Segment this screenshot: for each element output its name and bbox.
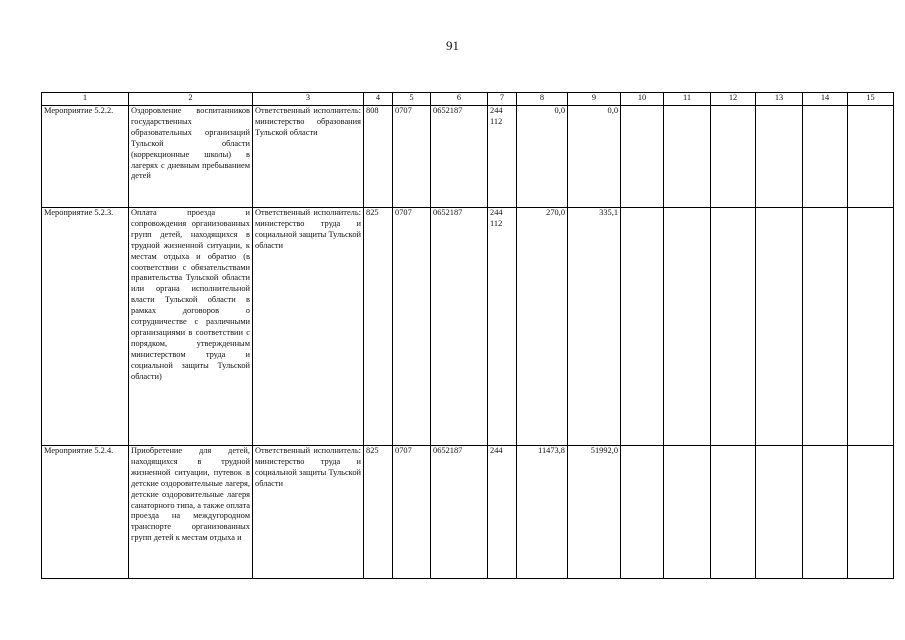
code-cell: 808: [364, 106, 393, 208]
value-cell: 11473,8: [517, 446, 568, 579]
value-cell: 270,0: [517, 208, 568, 446]
value-cell: [664, 446, 711, 579]
column-header: 15: [848, 93, 894, 106]
column-header: 8: [517, 93, 568, 106]
table-row: [42, 446, 894, 579]
column-number-row: [42, 93, 894, 106]
code-cell: 825: [364, 446, 393, 579]
description-cell: Приобретение для детей, находящихся в трудной жизненной ситуации, путевок в детские оздоровительные лагеря, детские оздоровительные лагеря санаторного типа, а также оплата проезда на междугородном транспорте организованных групп детей к местам отдыха и: [129, 446, 253, 579]
measure-cell: Мероприятие 5.2.2.: [42, 106, 129, 208]
code-cell: 0652187: [431, 106, 488, 208]
value-cell: [848, 106, 894, 208]
column-header: 6: [431, 93, 488, 106]
column-header: 7: [488, 93, 517, 106]
table-row: [42, 208, 894, 446]
value-cell: [664, 208, 711, 446]
column-header: 13: [756, 93, 803, 106]
value-cell: [803, 208, 848, 446]
description-cell: Оздоровление воспитанников государственных образовательных организаций Тульской области (коррекционные школы) в лагерях с дневным пребыванием детей: [129, 106, 253, 208]
value-cell: 0,0: [568, 106, 621, 208]
executor-cell: Ответственный исполнитель: министерство образования Тульской области: [253, 106, 364, 208]
page-number: 91: [446, 38, 459, 53]
column-header: 11: [664, 93, 711, 106]
measure-cell: Мероприятие 5.2.3.: [42, 208, 129, 446]
code-cell: 244: [488, 446, 517, 579]
value-cell: [711, 208, 756, 446]
code-cell: 0652187: [431, 446, 488, 579]
executor-cell: Ответственный исполнитель: министерство труда и социальной защиты Тульской области: [253, 446, 364, 579]
column-header: 12: [711, 93, 756, 106]
column-header: 14: [803, 93, 848, 106]
measure-cell: Мероприятие 5.2.4.: [42, 446, 129, 579]
column-header: 5: [393, 93, 431, 106]
code-cell: 0707: [393, 106, 431, 208]
table-row: [42, 106, 894, 208]
value-cell: 335,1: [568, 208, 621, 446]
value-cell: [756, 106, 803, 208]
value-cell: [756, 446, 803, 579]
column-header: 4: [364, 93, 393, 106]
column-header: 10: [621, 93, 664, 106]
value-cell: 0,0: [517, 106, 568, 208]
value-cell: 51992,0: [568, 446, 621, 579]
code-cell: 825: [364, 208, 393, 446]
column-header: 1: [42, 93, 129, 106]
value-cell: [848, 446, 894, 579]
description-cell: Оплата проезда и сопровождения организованных групп детей, находящихся в трудной жизненной ситуации, к местам отдыха и обратно (в соответствии с обязательствами правительства Тульской области или органа исполнительной власти Тульской области в рамках договоров о сотрудничестве с различными организациями в соответствии с порядком, утвержденным министерством труда и социальной защиты Тульской области): [129, 208, 253, 446]
column-header: 9: [568, 93, 621, 106]
code-cell: 0652187: [431, 208, 488, 446]
value-cell: [621, 208, 664, 446]
program-table: [41, 92, 894, 579]
value-cell: [621, 446, 664, 579]
value-cell: [664, 106, 711, 208]
code-cell: 244 112: [488, 106, 517, 208]
value-cell: [711, 446, 756, 579]
column-header: 3: [253, 93, 364, 106]
column-header: 2: [129, 93, 253, 106]
code-cell: 0707: [393, 208, 431, 446]
executor-cell: Ответственный исполнитель: министерство труда и социальной защиты Тульской области: [253, 208, 364, 446]
code-cell: 244 112: [488, 208, 517, 446]
value-cell: [756, 208, 803, 446]
value-cell: [803, 446, 848, 579]
value-cell: [711, 106, 756, 208]
code-cell: 0707: [393, 446, 431, 579]
value-cell: [621, 106, 664, 208]
value-cell: [848, 208, 894, 446]
value-cell: [803, 106, 848, 208]
